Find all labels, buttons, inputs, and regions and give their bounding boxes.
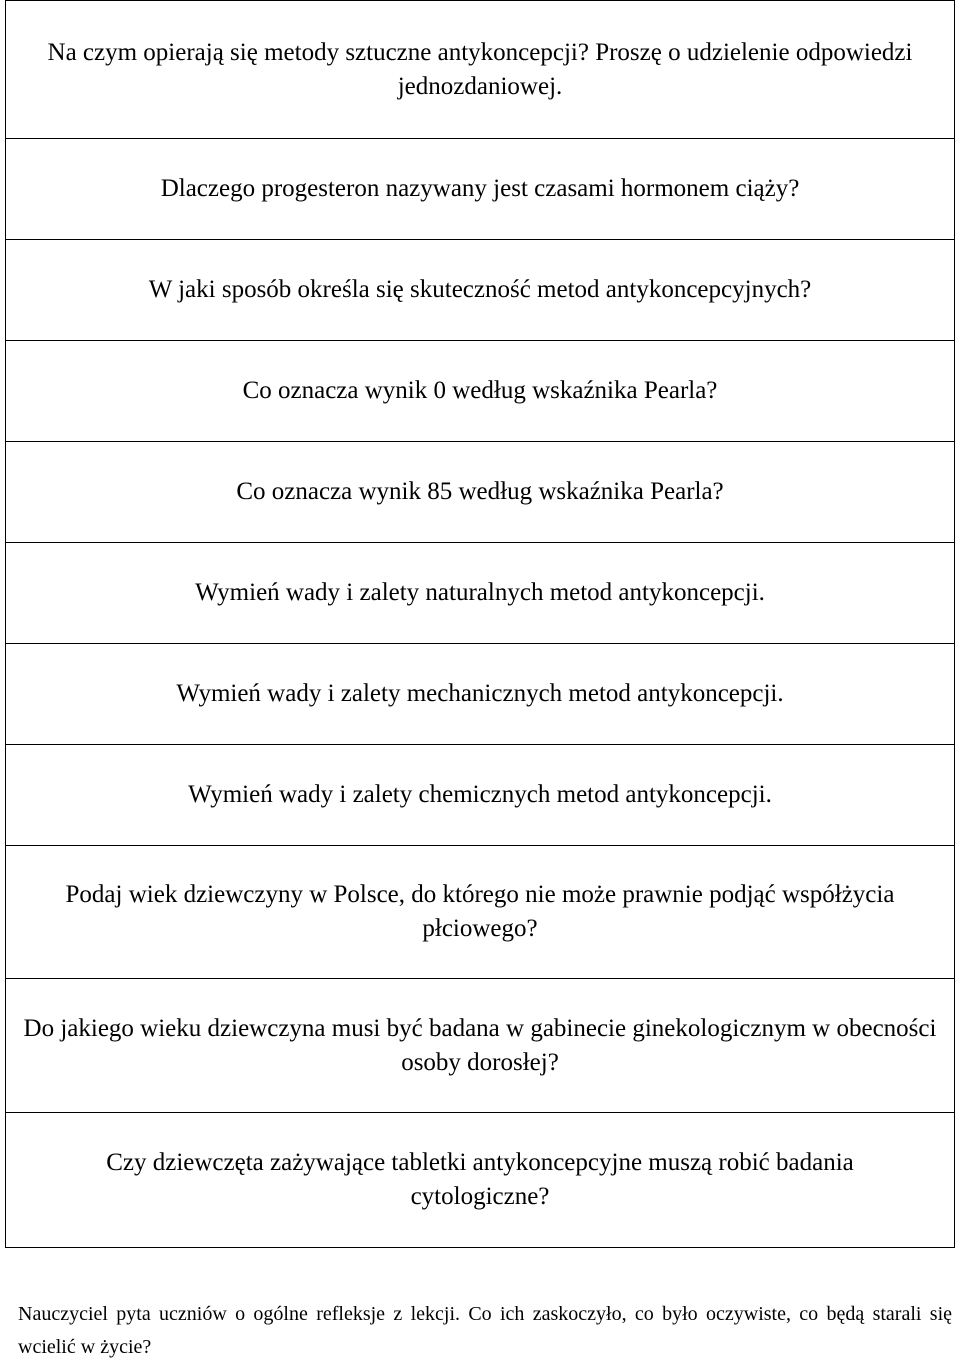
question-row [6, 1113, 955, 1248]
question-cell: Podaj wiek dziewczyny w Polsce, do którego nie może prawnie podjąć współżycia płciowego? [6, 846, 955, 979]
question-row [6, 979, 955, 1113]
question-cell: Do jakiego wieku dziewczyna musi być badana w gabinecie ginekologicznym w obecności osoby dorosłej? [6, 979, 955, 1113]
question-row [6, 1, 955, 139]
question-cell: Wymień wady i zalety mechanicznych metod antykoncepcji. [6, 644, 955, 745]
question-cell: Wymień wady i zalety naturalnych metod antykoncepcji. [6, 543, 955, 644]
question-cell: Dlaczego progesteron nazywany jest czasami hormonem ciąży? [6, 139, 955, 240]
question-cell: Co oznacza wynik 0 według wskaźnika Pearla? [6, 341, 955, 442]
question-cell: Na czym opierają się metody sztuczne antykoncepcji? Proszę o udzielenie odpowiedzi jednozdaniowej. [6, 1, 955, 139]
question-row [6, 139, 955, 240]
question-row [6, 341, 955, 442]
question-row [6, 846, 955, 979]
question-row [6, 240, 955, 341]
question-row [6, 442, 955, 543]
question-table [5, 0, 955, 1248]
question-row [6, 543, 955, 644]
question-row [6, 745, 955, 846]
question-cell: Co oznacza wynik 85 według wskaźnika Pearla? [6, 442, 955, 543]
question-cell: Wymień wady i zalety chemicznych metod antykoncepcji. [6, 745, 955, 846]
question-cell: W jaki sposób określa się skuteczność metod antykoncepcyjnych? [6, 240, 955, 341]
question-cell: Czy dziewczęta zażywające tabletki antykoncepcyjne muszą robić badania cytologiczne? [6, 1113, 955, 1248]
closing-note: Nauczyciel pyta uczniów o ogólne refleksje z lekcji. Co ich zaskoczyło, co było oczywiste, co będą starali się wcielić w życie? [18, 1303, 952, 1358]
question-row [6, 644, 955, 745]
